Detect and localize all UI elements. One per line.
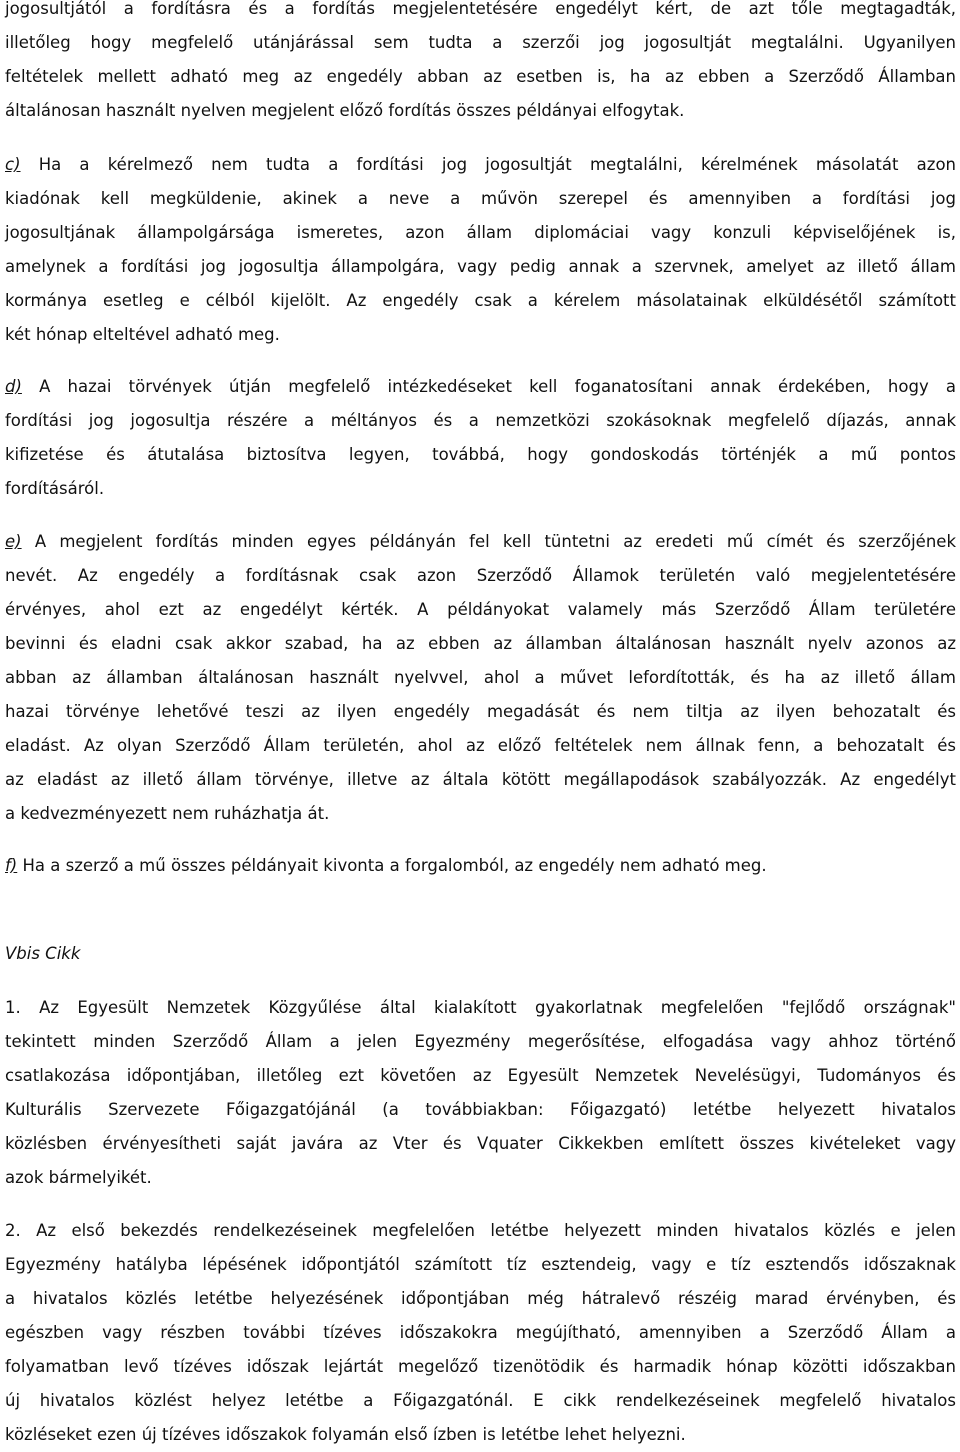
section-heading: Vbis Cikk	[5, 944, 81, 963]
text-line: közlésben érvényesítheti saját javára az Vter és Vquater Cikkekben említett összes kivételeket vagy	[5, 1134, 956, 1153]
text-line: kormánya esetleg e célból kijelölt. Az engedély csak a kérelem másolatainak elküldésétől számított	[5, 291, 956, 310]
text-line: általánosan használt nyelven megjelent előző fordítás összes példányai elfogytak.	[5, 101, 685, 120]
text-line: közléseket ezen új tízéves időszakok folyamán első ízben is letétbe lehet helyezni.	[5, 1425, 686, 1444]
text-line: a kedvezményezett nem ruházhatja át.	[5, 804, 330, 823]
text-line: kiadónak kell megküldenie, akinek a neve a művön szerepel és amennyiben a fordítási jog	[5, 189, 956, 208]
text-line	[5, 370, 956, 404]
text-line: 2. Az első bekezdés rendelkezéseinek megfelelően letétbe helyezett minden hivatalos közlés e jelen	[5, 1221, 956, 1240]
text-line: amelynek a fordítási jog jogosultja állampolgára, vagy pedig annak a szervnek, amelyet az illető állam	[5, 257, 956, 276]
paragraph-label: c)	[5, 155, 21, 174]
text-segment: Ha a kérelmező nem tudta a fordítási jog jogosultját megtalálni, kérelmének másolatát azon	[20, 155, 956, 174]
paragraph-label: e)	[5, 532, 22, 551]
text-line	[5, 525, 956, 559]
text-line	[5, 148, 956, 182]
paragraph-label: d)	[5, 377, 22, 396]
text-line: tekintett minden Szerződő Állam a jelen Egyezmény megerősítése, elfogadása vagy ahhoz történő	[5, 1032, 956, 1051]
text-line: jogosultjának állampolgársága ismeretes, azon állam diplomáciai vagy konzuli képviselőjének is,	[5, 223, 956, 242]
text-line: hazai törvénye lehetővé teszi az ilyen engedély megadását és nem tiltja az ilyen behozatalt és	[5, 702, 956, 721]
text-line: új hivatalos közlést helyez letétbe a Főigazgatónál. E cikk rendelkezéseinek megfelelő hivatalos	[5, 1391, 956, 1410]
text-line: feltételek mellett adható meg az engedély abban az esetben is, ha az ebben a Szerződő Államban	[5, 67, 956, 86]
text-line: nevét. Az engedély a fordításnak csak azon Szerződő Államok területén való megjelentetésére	[5, 566, 956, 585]
text-line: kifizetése és átutalása biztosítva legyen, továbbá, hogy gondoskodás történjék a mű pontos	[5, 445, 956, 464]
text-line: érvényes, ahol ezt az engedélyt kérték. A példányokat valamely más Szerződő Állam területére	[5, 600, 956, 619]
text-line: illetőleg hogy megfelelő utánjárással sem tudta a szerzői jog jogosultját megtalálni. Ugyanilyen	[5, 33, 956, 52]
text-line: az eladást az illető állam törvénye, illetve az általa kötött megállapodások szabályozzák. Az engedélyt	[5, 770, 956, 789]
text-line: bevinni és eladni csak akkor szabad, ha az ebben az államban általánosan használt nyelv azonos az	[5, 634, 956, 653]
text-line: folyamatban levő tízéves időszak lejártát megelőző tizenötödik és harmadik hónap közötti időszakban	[5, 1357, 956, 1376]
text-line: abban az államban általánosan használt nyelvvel, ahol a művet lefordították, és ha az illető állam	[5, 668, 956, 687]
text-line: csatlakozása időpontjában, illetőleg ezt követően az Egyesült Nemzetek Nevelésügyi, Tudományos és	[5, 1066, 956, 1085]
text-line: jogosultjától a fordításra és a fordítás megjelentetésére engedélyt kért, de azt tőle megtagadták,	[5, 0, 956, 18]
paragraph-label: f)	[5, 856, 18, 875]
text-line: eladást. Az olyan Szerződő Állam területén, ahol az előző feltételek nem állnak fenn, a behozatalt és	[5, 736, 956, 755]
text-line: Kulturális Szervezete Főigazgatójánál (a továbbiakban: Főigazgató) letétbe helyezett hivatalos	[5, 1100, 956, 1119]
text-line: két hónap elteltével adható meg.	[5, 325, 280, 344]
text-segment: A megjelent fordítás minden egyes példányán fel kell tüntetni az eredeti mű címét és szerzőjének	[21, 532, 956, 551]
text-line: fordításáról.	[5, 479, 105, 498]
text-line: egészben vagy részben további tízéves időszakokra megújítható, amennyiben a Szerződő Állam a	[5, 1323, 956, 1342]
text-line: azok bármelyikét.	[5, 1168, 152, 1187]
text-line: fordítási jog jogosultja részére a méltányos és a nemzetközi szokásoknak megfelelő díjazás, annak	[5, 411, 956, 430]
text-line: 1. Az Egyesült Nemzetek Közgyűlése által kialakított gyakorlatnak megfelelően "fejlődő országnak"	[5, 998, 956, 1017]
text-segment: A hazai törvények útján megfelelő intézkedéseket kell foganatosítani annak érdekében, hogy a	[21, 377, 956, 396]
text-segment: Ha a szerző a mű összes példányait kivonta a forgalomból, az engedély nem adható meg.	[17, 856, 767, 875]
text-line	[5, 849, 767, 883]
text-line: a hivatalos közlés letétbe helyezésének időpontjában még hátralevő részéig marad érvényben, és	[5, 1289, 956, 1308]
text-line: Egyezmény hatályba lépésének időpontjától számított tíz esztendeig, vagy e tíz esztendős időszaknak	[5, 1255, 956, 1274]
